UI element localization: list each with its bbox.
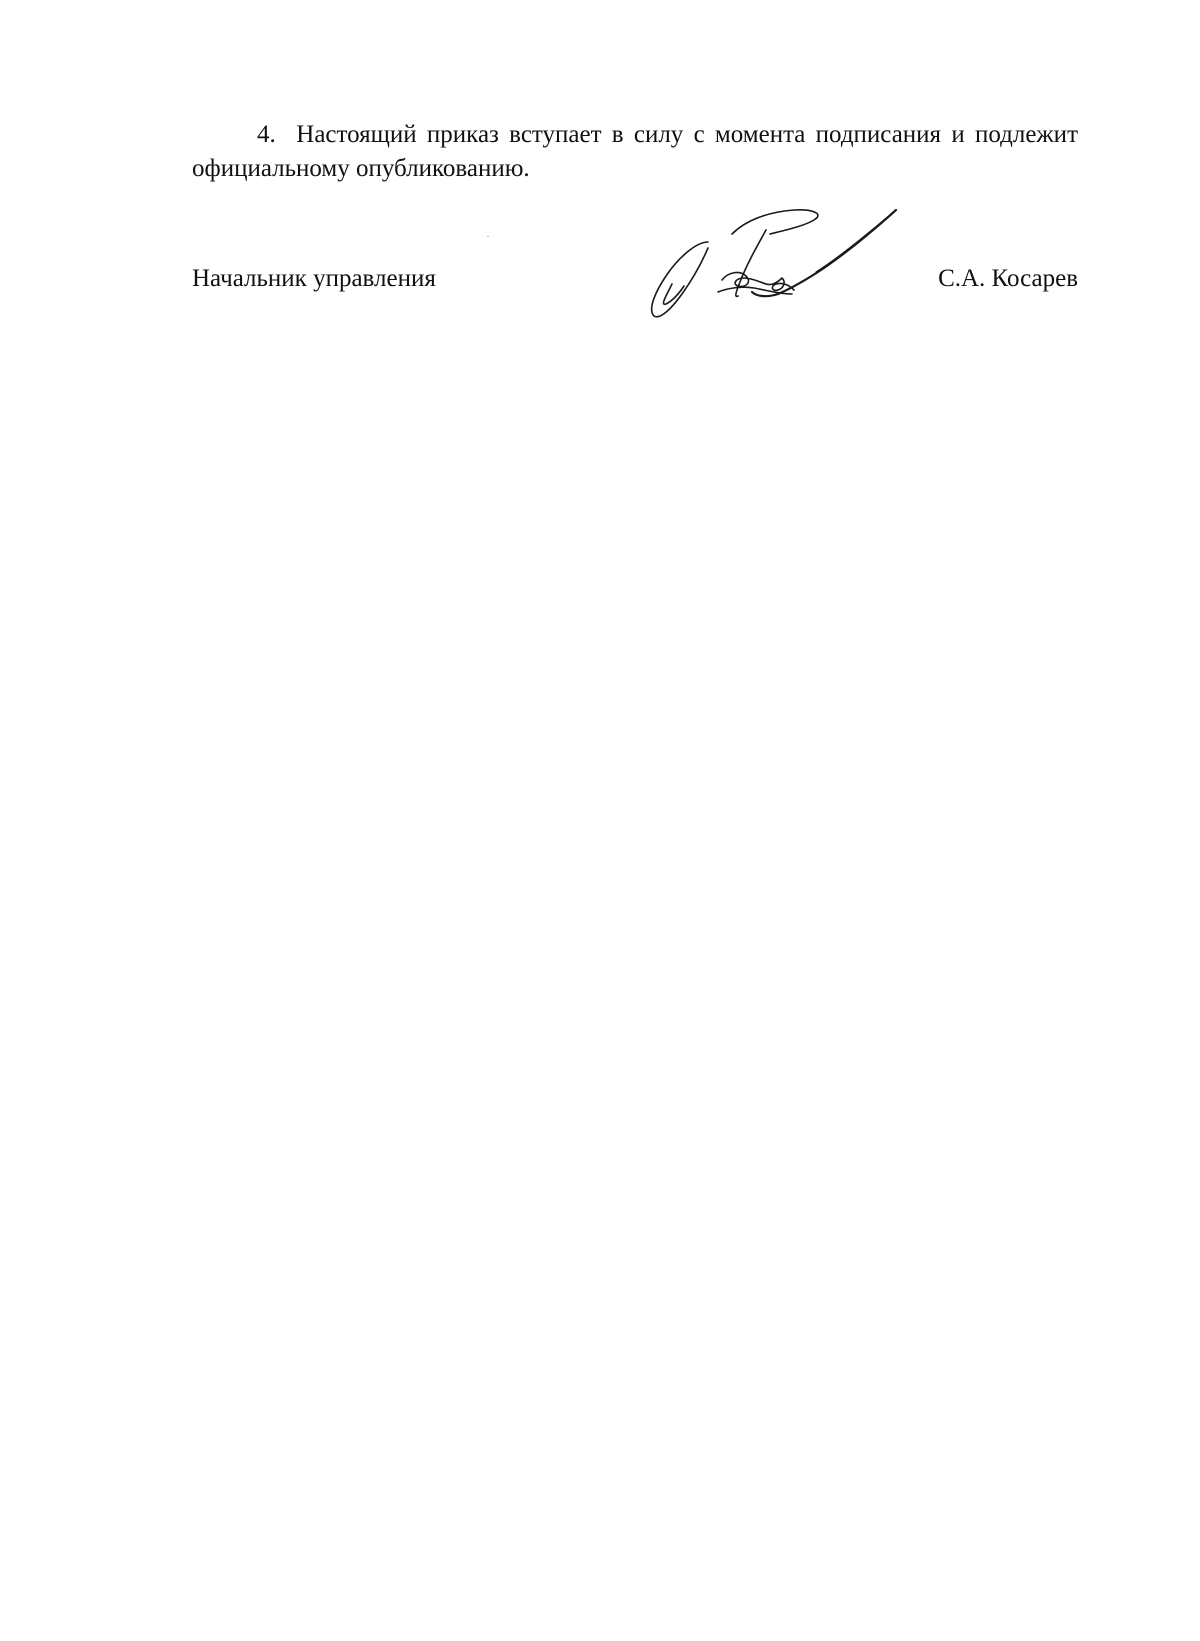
signature-block — [192, 262, 1078, 302]
clause-text: Настоящий приказ вступает в силу с момента подписания и подлежит официальному опубликованию. — [192, 121, 1078, 182]
scan-speck — [487, 236, 489, 237]
signer-name: С.А. Косарев — [938, 265, 1078, 292]
handwritten-signature — [648, 208, 908, 328]
position-title: Начальник управления — [192, 265, 436, 292]
clause-number: 4. — [257, 121, 276, 148]
clause-paragraph — [192, 118, 1078, 186]
